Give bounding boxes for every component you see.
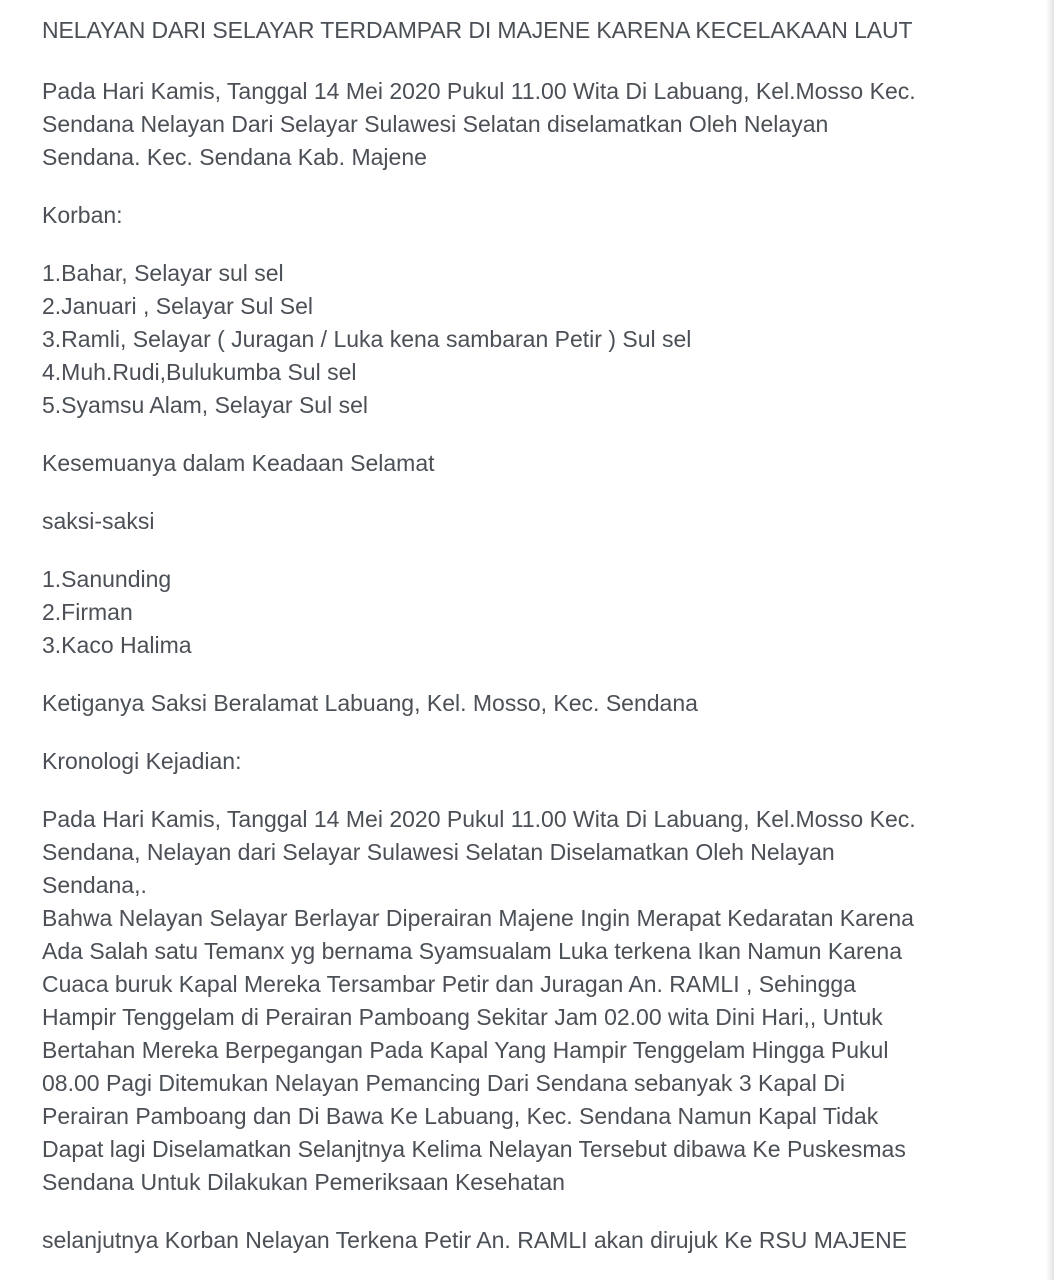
victims-list [42, 257, 1024, 422]
witness-item: 2.Firman [42, 599, 133, 625]
chronology-line: Bertahan Mereka Berpegangan Pada Kapal Yang Hampir Tenggelam Hingga Pukul [42, 1037, 889, 1063]
page-edge-shadow [1046, 0, 1054, 1280]
chronology-line: Hampir Tenggelam di Perairan Pamboang Sekitar Jam 02.00 wita Dini Hari,, Untuk [42, 1004, 883, 1030]
chronology-line: Bahwa Nelayan Selayar Berlayar Diperairan Majene Ingin Merapat Kedaratan Karena [42, 905, 914, 931]
victim-item: 3.Ramli, Selayar ( Juragan / Luka kena sambaran Petir ) Sul sel [42, 326, 692, 352]
witness-address: Ketiganya Saksi Beralamat Labuang, Kel. Mosso, Kec. Sendana [42, 690, 698, 716]
witness-item: 3.Kaco Halima [42, 632, 192, 658]
chronology-line: Pada Hari Kamis, Tanggal 14 Mei 2020 Pukul 11.00 Wita Di Labuang, Kel.Mosso Kec. [42, 806, 916, 832]
chronology-line: Sendana,. [42, 872, 147, 898]
chronology-line: Cuaca buruk Kapal Mereka Tersambar Petir dan Juragan An. RAMLI , Sehingga [42, 971, 856, 997]
witnesses-list [42, 563, 1024, 662]
intro-line: Sendana. Kec. Sendana Kab. Majene [42, 144, 427, 170]
chronology-line: Dapat lagi Diselamatkan Selanjtnya Kelima Nelayan Tersebut dibawa Ke Puskesmas [42, 1136, 906, 1162]
closing-text: selanjutnya Korban Nelayan Terkena Petir An. RAMLI akan dirujuk Ke RSU MAJENE [42, 1227, 908, 1253]
chronology-line: Sendana Untuk Dilakukan Pemeriksaan Kesehatan [42, 1169, 565, 1195]
chronology-line: 08.00 Pagi Ditemukan Nelayan Pemancing Dari Sendana sebanyak 3 Kapal Di [42, 1070, 845, 1096]
condition-text: Kesemuanya dalam Keadaan Selamat [42, 450, 435, 476]
chronology-line: Sendana, Nelayan dari Selayar Sulawesi Selatan Diselamatkan Oleh Nelayan [42, 839, 835, 865]
chronology-line: Ada Salah satu Temanx yg bernama Syamsualam Luka terkena Ikan Namun Karena [42, 938, 903, 964]
chronology-line: Perairan Pamboang dan Di Bawa Ke Labuang, Kec. Sendana Namun Kapal Tidak [42, 1103, 879, 1129]
victim-item: 2.Januari , Selayar Sul Sel [42, 293, 314, 319]
victim-item: 5.Syamsu Alam, Selayar Sul sel [42, 392, 368, 418]
chronology-heading: Kronologi Kejadian: [42, 748, 242, 774]
victim-item: 1.Bahar, Selayar sul sel [42, 260, 284, 286]
intro-paragraph [42, 75, 1024, 174]
chronology-paragraph [42, 803, 1024, 1199]
document-title: NELAYAN DARI SELAYAR TERDAMPAR DI MAJENE KARENA KECELAKAAN LAUT [42, 17, 913, 43]
victim-item: 4.Muh.Rudi,Bulukumba Sul sel [42, 359, 357, 385]
intro-line: Pada Hari Kamis, Tanggal 14 Mei 2020 Pukul 11.00 Wita Di Labuang, Kel.Mosso Kec. [42, 78, 916, 104]
witnesses-heading: saksi-saksi [42, 508, 155, 534]
witness-item: 1.Sanunding [42, 566, 172, 592]
victims-heading: Korban: [42, 202, 123, 228]
intro-line: Sendana Nelayan Dari Selayar Sulawesi Selatan diselamatkan Oleh Nelayan [42, 111, 829, 137]
